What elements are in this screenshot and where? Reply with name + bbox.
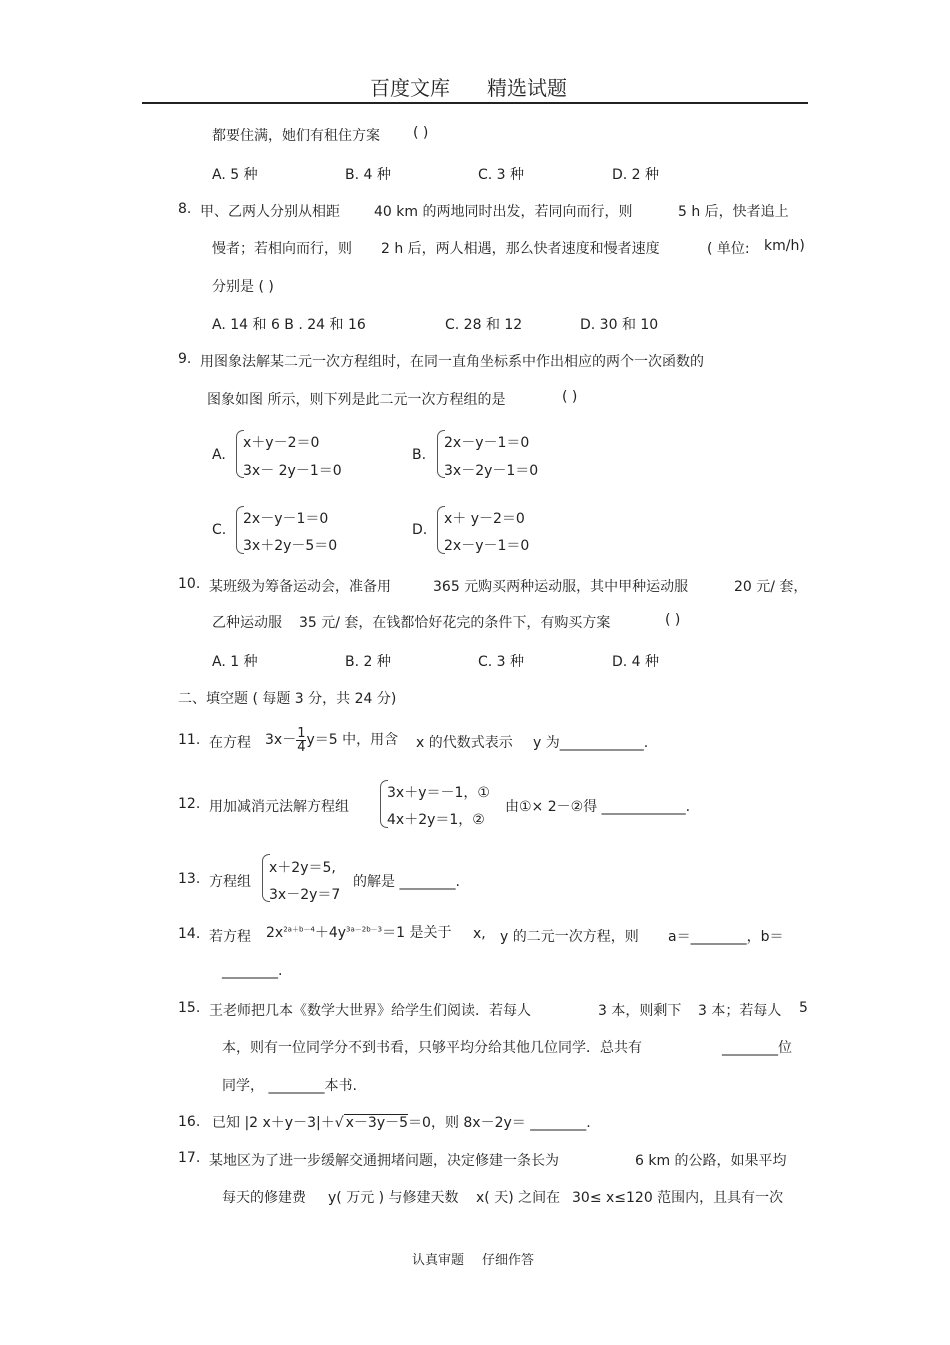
q13-text-a: 方程组	[209, 874, 251, 890]
q11-number: 11.	[178, 732, 201, 748]
q9-paren: ( )	[562, 389, 578, 405]
q10-line1c: 20 元/ 套，	[734, 579, 808, 595]
q8-option-d: D. 30 和 10	[580, 317, 659, 333]
q10-paren: ( )	[665, 612, 681, 628]
q14-equation	[266, 922, 452, 942]
footer-left: 认真审题	[412, 1253, 465, 1268]
q16-number: 16.	[178, 1114, 201, 1130]
q10-option-b: B. 2 种	[345, 654, 391, 670]
q13-eq1: x＋2y＝5,	[269, 860, 336, 876]
q11-text-a: 在方程	[209, 735, 251, 751]
q12-eq1: 3x＋y＝－1，①	[387, 785, 490, 801]
q14-exponent-x: 2a＋b－4	[283, 925, 315, 934]
q17-line1a: 某地区为了进一步缓解交通拥堵问题，决定修建一条长为	[209, 1153, 559, 1169]
q7-option-c: C. 3 种	[478, 167, 525, 183]
q9-option-d-label: D.	[412, 522, 428, 538]
q9-option-d-eq2: 2x－y－1＝0	[444, 538, 530, 554]
q11-text-d: x 的代数式表示	[416, 735, 513, 751]
q14-text-e: x,	[473, 926, 486, 942]
q14-term-x: 2x	[266, 925, 284, 941]
q8-line2b: 2 h 后，两人相遇，那么快者速度和慢者速度	[381, 241, 660, 257]
q11-frac-den: 4	[297, 739, 306, 755]
q8-option-c: C. 28 和 12	[445, 317, 523, 333]
q16-text-a: 已知 |2 x＋y－3|＋	[212, 1115, 335, 1131]
q17-line2b: y( 万元 ) 与修建天数	[328, 1190, 459, 1206]
q17-line1b: 6 km 的公路，如果平均	[635, 1153, 787, 1169]
q10-option-a: A. 1 种	[212, 654, 258, 670]
q15-line1b: 3 本，则剩下	[598, 1003, 682, 1019]
sqrt-icon: √	[334, 1115, 344, 1131]
q12-number: 12.	[178, 796, 201, 812]
q9-line2: 图象如图 所示，则下列是此二元一次方程组的是	[207, 392, 506, 408]
q10-line2a: 乙种运动服	[212, 615, 282, 631]
q15-line3: 同学， ________本书.	[222, 1078, 357, 1094]
q12-text-b: 由①× 2－②得 ____________.	[505, 799, 691, 815]
q15-line1d: 5	[799, 1000, 808, 1016]
q11-equation	[265, 721, 398, 759]
q9-option-c-label: C.	[212, 522, 227, 538]
q8-option-ab: A. 14 和 6 B . 24 和 16	[212, 317, 366, 333]
q9-option-b-label: B.	[412, 447, 427, 463]
q9-option-c-eq2: 3x＋2y－5＝0	[243, 538, 338, 554]
q10-number: 10.	[178, 576, 201, 592]
q11-term: 3x－	[265, 732, 297, 748]
q8-line2a: 慢者；若相向而行，则	[212, 241, 352, 257]
q15-line1c: 3 本；若每人	[698, 1003, 782, 1019]
q9-option-c-eq1: 2x－y－1＝0	[243, 511, 329, 527]
q11-frac-num: 1	[297, 725, 306, 741]
q8-number: 8.	[178, 201, 192, 217]
q10-option-d: D. 4 种	[612, 654, 660, 670]
q17-line2d: 30≤ x≤120 范围内，且具有一次	[572, 1190, 784, 1206]
q16-radicand: x－3y－5	[345, 1115, 409, 1131]
q8-line1c: 5 h 后，快者追上	[678, 204, 789, 220]
q15-line2a: 本，则有一位同学分不到书看，只够平均分给其他几位同学．总共有	[222, 1040, 642, 1056]
q8-line2c: ( 单位:	[707, 241, 750, 257]
q14-term-y: ＋4y	[314, 925, 347, 941]
q9-option-a-eq2: 3x－ 2y－1＝0	[243, 463, 342, 479]
q10-line2b: 35 元/ 套，在钱都恰好花完的条件下，有购买方案	[299, 615, 611, 631]
q14-text-a: 若方程	[209, 929, 251, 945]
q12-eq2: 4x＋2y＝1，②	[387, 812, 485, 828]
q17-number: 17.	[178, 1150, 201, 1166]
q11-term-2: y＝5 中，用含	[306, 732, 399, 748]
q13-text-b: 的解是 ________.	[353, 874, 460, 890]
q7-option-d: D. 2 种	[612, 167, 660, 183]
q9-number: 9.	[178, 351, 192, 367]
q9-line1: 用图象法解某二元一次方程组时，在同一直角坐标系中作出相应的两个一次函数的	[200, 354, 704, 370]
q17-line2a: 每天的修建费	[222, 1190, 306, 1206]
footer-right: 仔细作答	[482, 1253, 535, 1268]
q14-exponent-y: 3a－2b－3	[346, 925, 383, 934]
q15-line1a: 王老师把几本《数学大世界》给学生们阅读．若每人	[209, 1003, 531, 1019]
q9-option-b-eq2: 3x－2y－1＝0	[444, 463, 539, 479]
q9-option-a-eq1: x＋y－2＝0	[243, 435, 320, 451]
header-left: 百度文库	[370, 76, 450, 100]
section-heading: 二、填空题 ( 每题 3 分，共 24 分)	[178, 691, 397, 707]
q8-line3: 分别是 ( )	[212, 279, 274, 295]
q17-line2c: x( 天) 之间在	[476, 1190, 561, 1206]
q7-paren: ( )	[413, 125, 429, 141]
q16-text	[212, 1112, 591, 1132]
q9-option-d-eq1: x＋ y－2＝0	[444, 511, 525, 527]
q14-text-g: a＝________，b＝	[668, 929, 784, 945]
q12-text-a: 用加减消元法解方程组	[209, 799, 349, 815]
q15-line2b: ________位	[722, 1040, 792, 1056]
q9-option-a-label: A.	[212, 447, 226, 463]
header-rule	[142, 102, 808, 104]
q8-line1b: 40 km 的两地同时出发，若同向而行，则	[374, 204, 633, 220]
q13-number: 13.	[178, 871, 201, 887]
q16-text-b: ＝0，则 8x－2y＝ ________.	[408, 1115, 591, 1131]
q14-rhs: ＝1 是关于	[382, 925, 452, 941]
q14-number: 14.	[178, 926, 201, 942]
q14-text-f: y 的二元一次方程，则	[500, 929, 639, 945]
q10-line1b: 365 元购买两种运动服，其中甲种运动服	[433, 579, 689, 595]
q7-option-b: B. 4 种	[345, 167, 391, 183]
q7-option-a: A. 5 种	[212, 167, 258, 183]
q8-line2d: km/h)	[764, 238, 805, 254]
q14-line2: ________.	[222, 963, 283, 979]
q15-number: 15.	[178, 1000, 201, 1016]
q8-line1a: 甲、乙两人分别从相距	[200, 204, 340, 220]
q10-option-c: C. 3 种	[478, 654, 525, 670]
q11-fraction	[296, 727, 306, 754]
q11-text-e: y 为____________.	[533, 735, 649, 751]
header-right: 精选试题	[487, 76, 567, 100]
q10-line1a: 某班级为筹备运动会，准备用	[209, 579, 391, 595]
q7-text: 都要住满，她们有租住方案	[212, 128, 380, 144]
q9-option-b-eq1: 2x－y－1＝0	[444, 435, 530, 451]
q13-eq2: 3x－2y＝7	[269, 887, 341, 903]
